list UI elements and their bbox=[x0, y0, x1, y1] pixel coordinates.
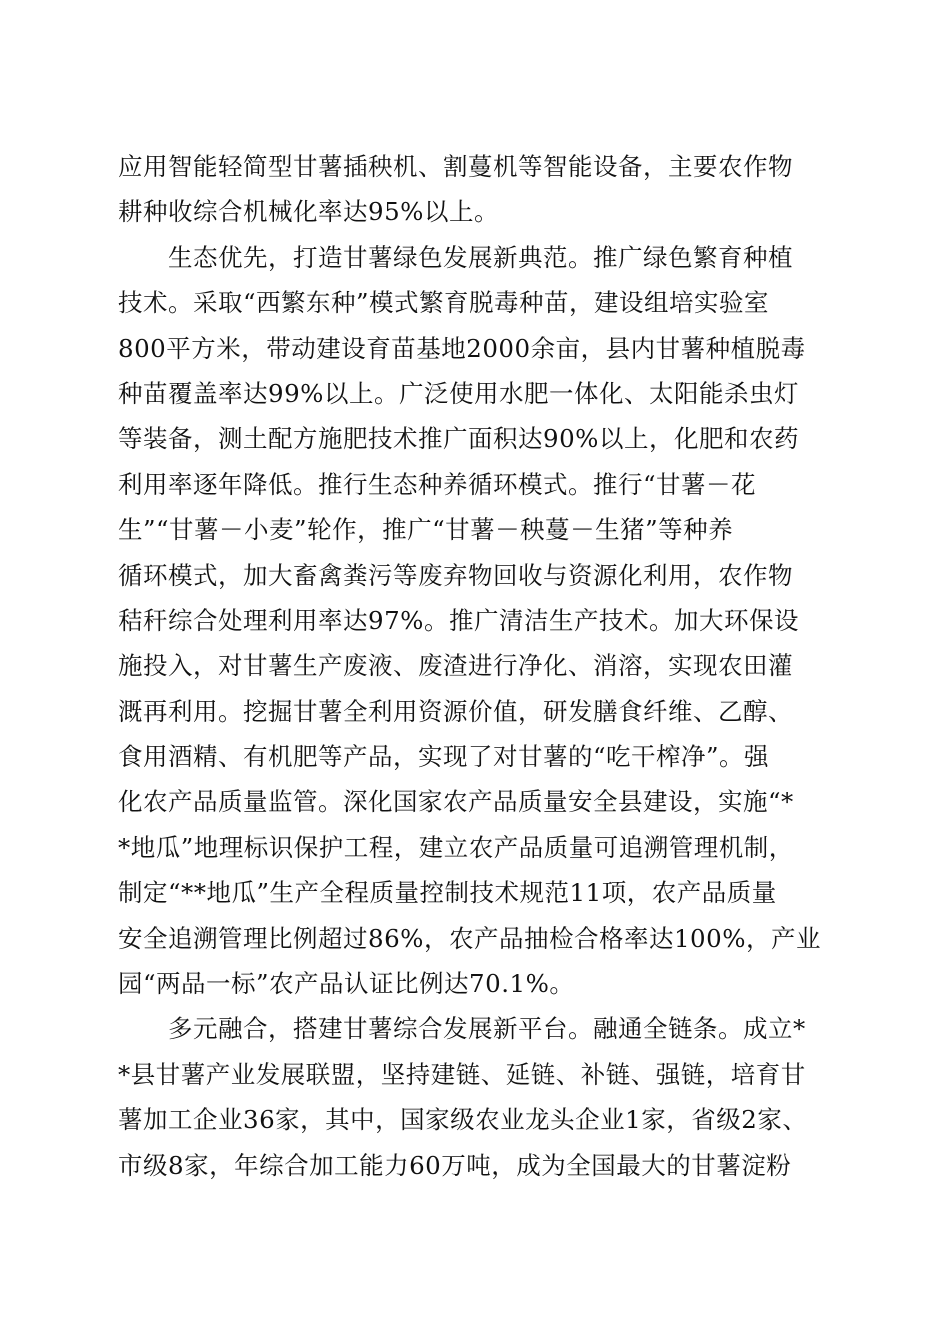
text-line: 技术。采取“西繁东种”模式繁育脱毒种苗，建设组培实验室 bbox=[118, 288, 770, 318]
text-line: 化农产品质量监管。深化国家农产品质量安全县建设，实施“* bbox=[118, 787, 794, 817]
text-line: 园“两品一标”农产品认证比例达70.1%。 bbox=[118, 969, 575, 999]
text-line: 制定“**地瓜”生产全程质量控制技术规范11项，农产品质量 bbox=[118, 878, 777, 908]
text-line: 薯加工企业36家，其中，国家级农业龙头企业1家，省级2家、 bbox=[118, 1105, 808, 1135]
body-text bbox=[118, 144, 838, 1188]
text-line: 利用率逐年降低。推行生态种养循环模式。推行“甘薯－花 bbox=[118, 469, 757, 499]
text-line: 应用智能轻简型甘薯插秧机、割蔓机等智能设备，主要农作物 bbox=[118, 152, 793, 181]
text-line: 施投入，对甘薯生产废液、废渣进行净化、消溶，实现农田灌 bbox=[118, 651, 793, 681]
text-line: 生”“甘薯－小麦”轮作，推广“甘薯－秧蔓－生猪”等种养 bbox=[118, 515, 734, 545]
text-line: 溉再利用。挖掘甘薯全利用资源价值，研发膳食纤维、乙醇、 bbox=[118, 696, 793, 726]
text-line: 等装备，测土配方施肥技术推广面积达90%以上，化肥和农药 bbox=[118, 424, 799, 454]
text-line: 市级8家，年综合加工能力60万吨，成为全国最大的甘薯淀粉 bbox=[118, 1150, 792, 1180]
text-line: 秸秆综合处理利用率达97%。推广清洁生产技术。加大环保设 bbox=[118, 605, 799, 635]
text-line: *县甘薯产业发展联盟，坚持建链、延链、补链、强链，培育甘 bbox=[118, 1059, 806, 1089]
text-line: 安全追溯管理比例超过86%，农产品抽检合格率达100%，产业 bbox=[118, 923, 821, 953]
text-line: 食用酒精、有机肥等产品，实现了对甘薯的“吃干榨净”。强 bbox=[118, 742, 770, 772]
text-line: 循环模式，加大畜禽粪污等废弃物回收与资源化利用，农作物 bbox=[118, 560, 793, 590]
text-line: 800平方米，带动建设育苗基地2000余亩，县内甘薯种植脱毒 bbox=[118, 333, 806, 363]
text-line: 耕种收综合机械化率达95%以上。 bbox=[118, 197, 499, 227]
text-line: *地瓜”地理标识保护工程，建立农产品质量可追溯管理机制， bbox=[118, 832, 794, 862]
paragraph-start-line: 生态优先，打造甘薯绿色发展新典范。推广绿色繁育种植 bbox=[168, 242, 793, 272]
text-line: 种苗覆盖率达99%以上。广泛使用水肥一体化、太阳能杀虫灯 bbox=[118, 378, 799, 408]
paragraph-start-line: 多元融合，搭建甘薯综合发展新平台。融通全链条。成立* bbox=[168, 1014, 806, 1044]
